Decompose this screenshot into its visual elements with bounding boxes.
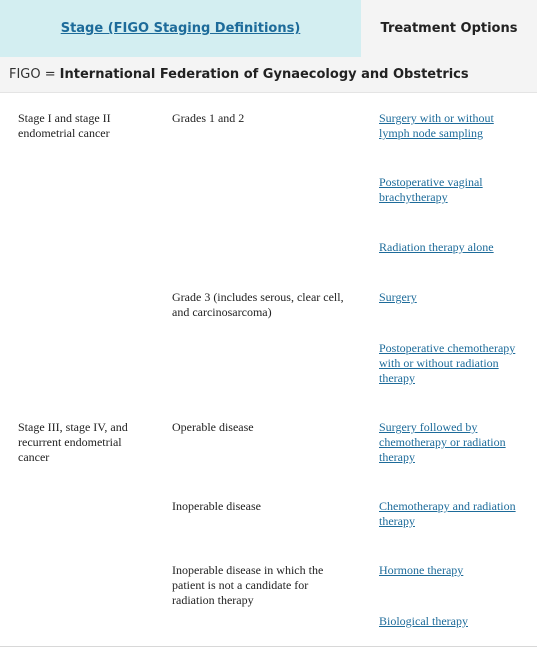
table-bottom-divider: [0, 646, 537, 647]
inoperable-disease-label: Inoperable disease: [172, 499, 261, 513]
grades-1-2-label: Grades 1 and 2: [172, 111, 245, 125]
link-postoperative-chemotherapy[interactable]: Postoperative chemotherapy with or without radiation therapy: [379, 341, 516, 385]
link-chemotherapy-and-radiation[interactable]: Chemotherapy and radiation therapy: [379, 499, 516, 528]
figo-full-name: International Federation of Gynaecology and Obstetrics: [59, 67, 469, 82]
link-surgery-followed-by-chemo[interactable]: Surgery followed by chemotherapy or radiation therapy: [379, 420, 506, 464]
operable-disease-label: Operable disease: [172, 420, 254, 434]
table-header: [0, 0, 537, 57]
link-hormone-therapy[interactable]: Hormone therapy: [379, 563, 464, 577]
figo-abbr: FIGO =: [9, 67, 56, 82]
stage-column-header-link[interactable]: Stage (FIGO Staging Definitions): [0, 0, 361, 57]
link-biological-therapy[interactable]: Biological therapy: [379, 614, 468, 628]
stage-1-2-label: Stage I and stage II endometrial cancer: [18, 111, 111, 140]
link-surgery[interactable]: Surgery: [379, 290, 417, 304]
treatment-column-header: Treatment Options: [361, 0, 537, 57]
link-radiation-therapy-alone[interactable]: Radiation therapy alone: [379, 240, 494, 254]
figo-definition-row: [0, 57, 537, 93]
stage-3-4-label: Stage III, stage IV, and recurrent endometrial cancer: [18, 420, 128, 464]
link-surgery-lymph-node[interactable]: Surgery with or without lymph node sampling: [379, 111, 494, 140]
inoperable-not-candidate-label: Inoperable disease in which the patient is not a candidate for radiation therapy: [172, 563, 324, 607]
grade-3-label: Grade 3 (includes serous, clear cell, and carcinosarcoma): [172, 290, 344, 319]
link-postoperative-vaginal-brachytherapy[interactable]: Postoperative vaginal brachytherapy: [379, 175, 483, 204]
